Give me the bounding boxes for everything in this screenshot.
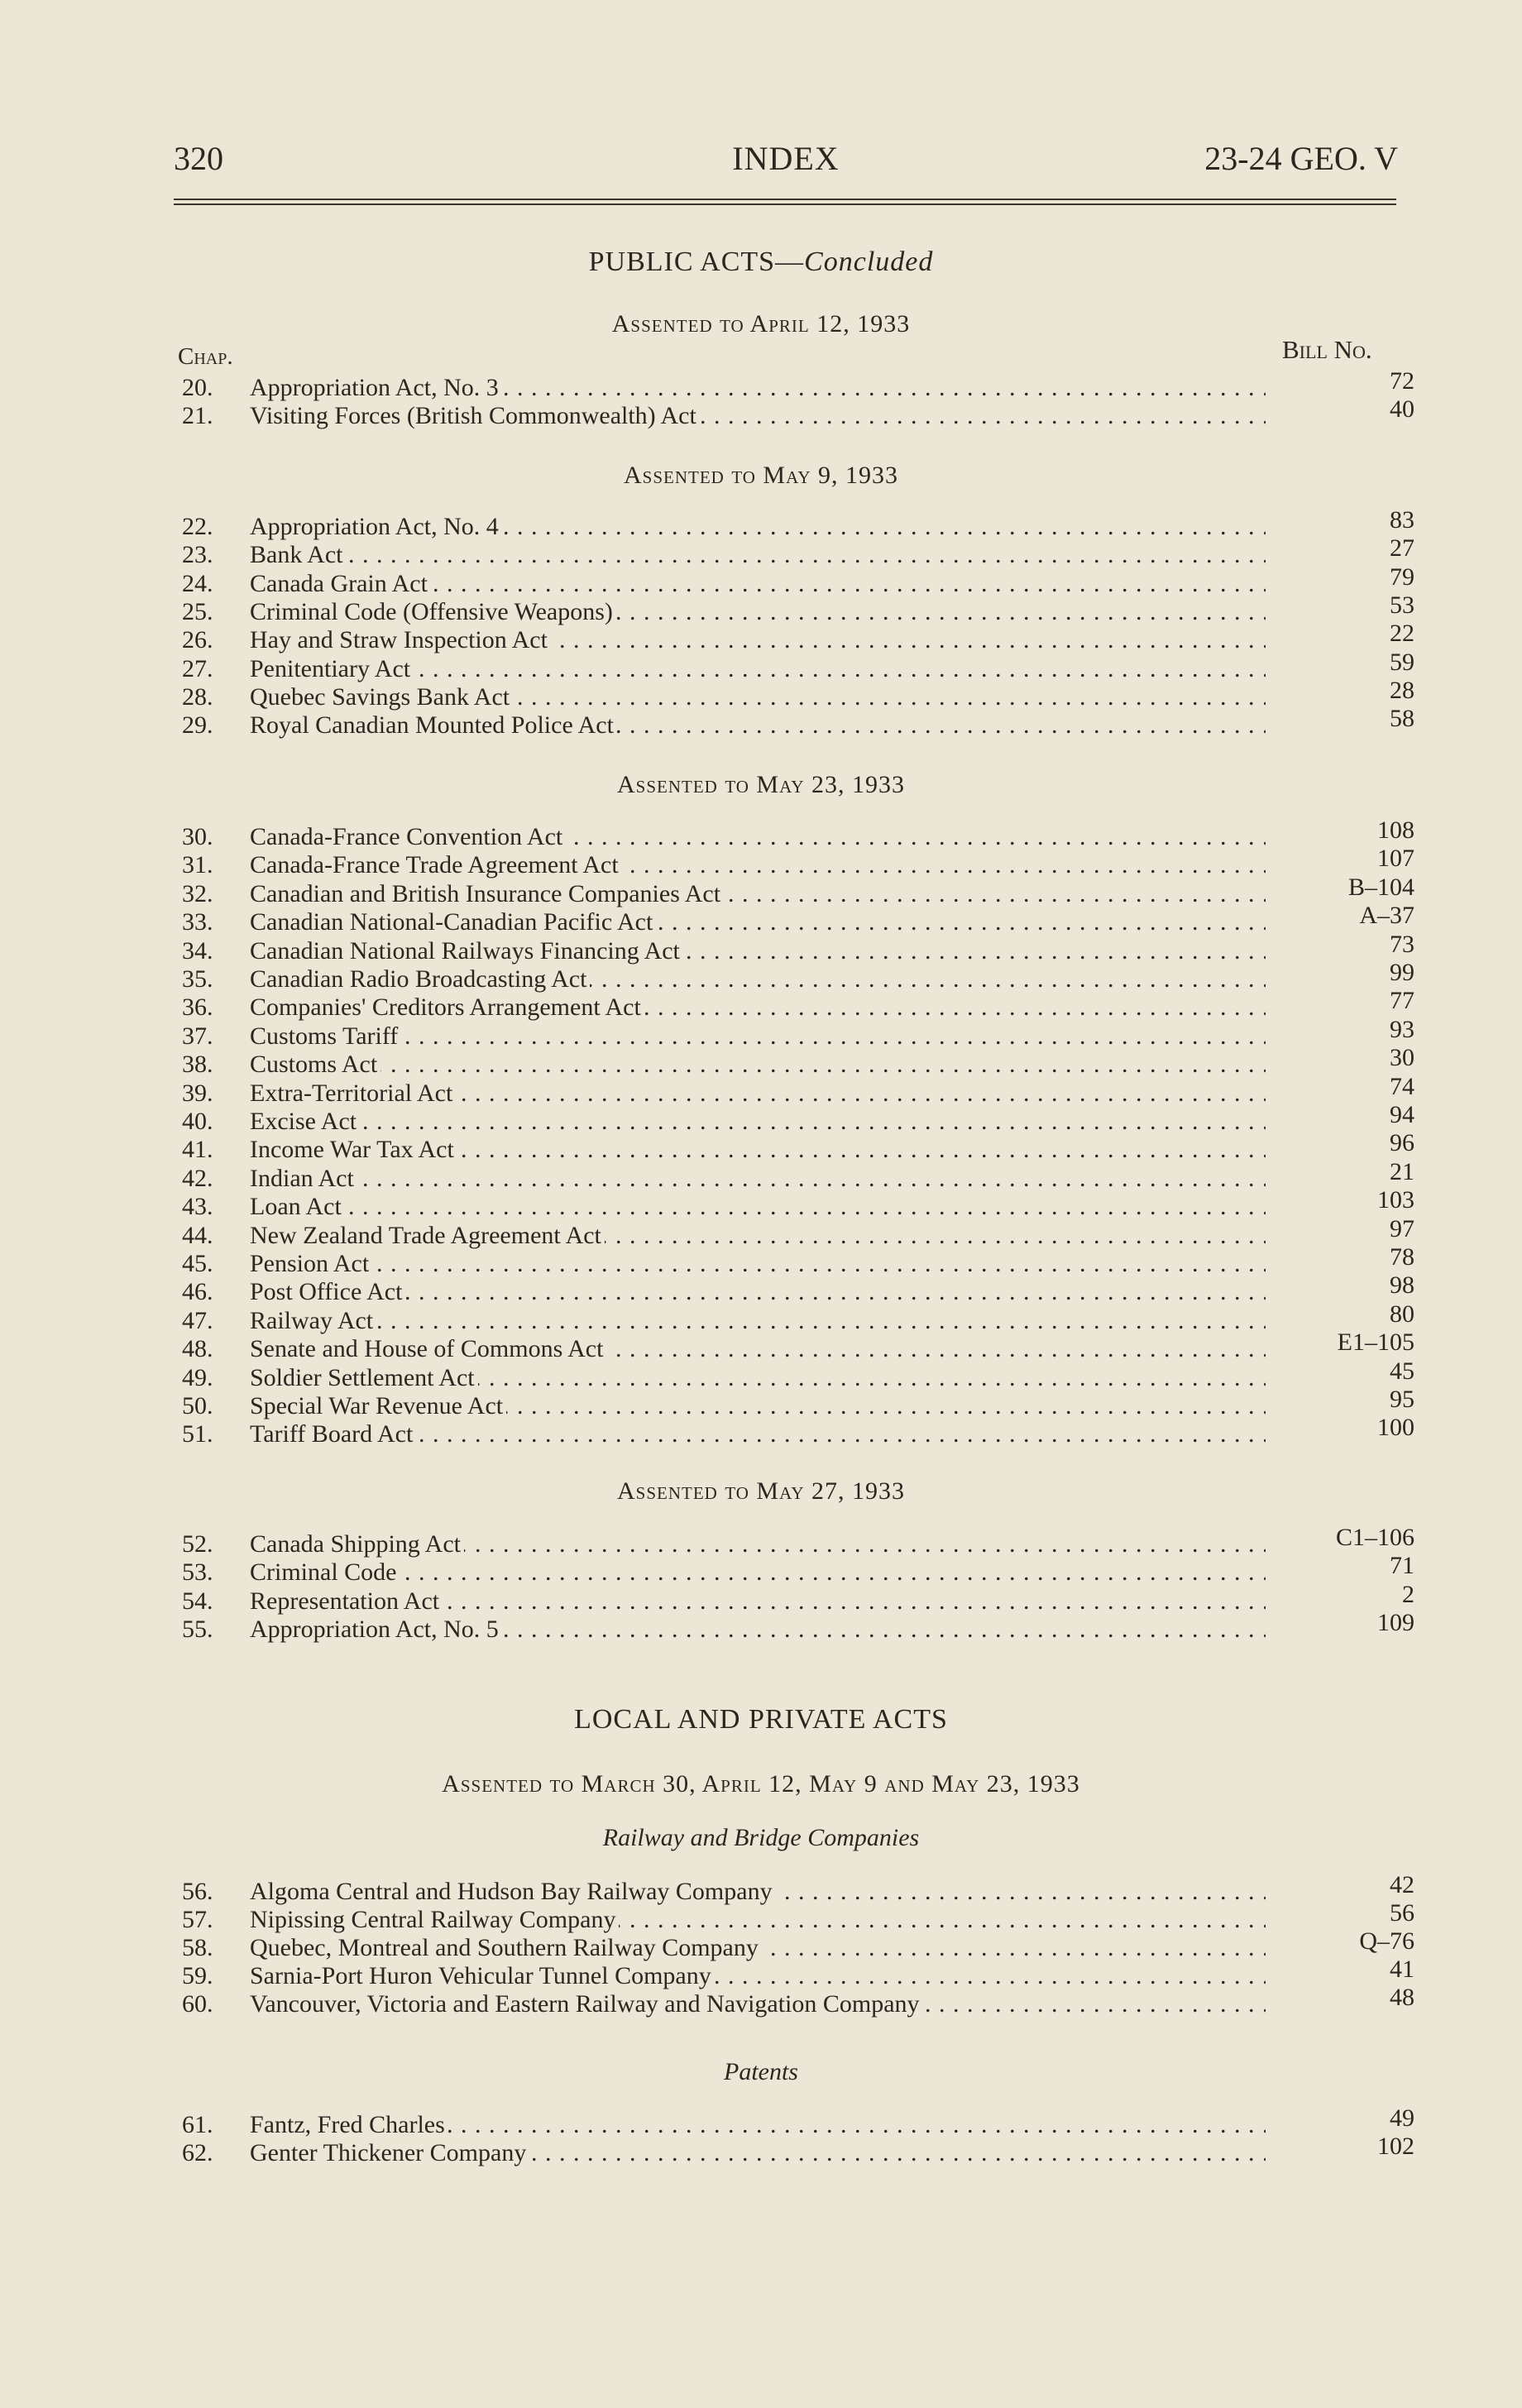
act-title: Customs Act bbox=[250, 1051, 380, 1078]
act-title-with-leader bbox=[250, 823, 1266, 851]
act-title-with-leader bbox=[250, 655, 1266, 683]
bill-number: 95 bbox=[1390, 1386, 1414, 1413]
act-title: Canadian and British Insurance Companies Act bbox=[250, 880, 724, 907]
act-title: Fantz, Fred Charles bbox=[250, 2111, 448, 2138]
act-title: Criminal Code bbox=[250, 1558, 400, 1586]
chapter-number: 30. bbox=[182, 823, 213, 850]
chapter-number: 20. bbox=[182, 374, 213, 401]
act-title: Appropriation Act, No. 4 bbox=[250, 513, 502, 540]
bill-number: 53 bbox=[1390, 591, 1414, 619]
act-title-with-leader bbox=[250, 1392, 1266, 1420]
act-title-with-leader bbox=[250, 1878, 1266, 1906]
bill-number: 94 bbox=[1390, 1101, 1414, 1128]
act-title: Excise Act bbox=[250, 1108, 360, 1135]
public-group-heading: Assented to May 23, 1933 bbox=[616, 771, 906, 798]
chapter-number: 55. bbox=[182, 1616, 213, 1643]
bill-number: C1–106 bbox=[1335, 1524, 1414, 1551]
act-title-with-leader bbox=[250, 1587, 1266, 1616]
act-title-with-leader bbox=[250, 1906, 1266, 1934]
act-title: Canada Grain Act bbox=[250, 570, 431, 597]
act-title-with-leader bbox=[250, 1022, 1266, 1051]
chapter-number: 61. bbox=[182, 2111, 213, 2138]
bill-number: 109 bbox=[1377, 1609, 1414, 1636]
chapter-number: 53. bbox=[182, 1558, 213, 1586]
index-entry bbox=[0, 2133, 1522, 2167]
bill-number: 78 bbox=[1390, 1243, 1414, 1271]
act-title-with-leader bbox=[250, 1934, 1266, 1962]
local-group-heading: Patents bbox=[724, 2058, 798, 2085]
act-title: Special War Revenue Act bbox=[250, 1392, 506, 1419]
index-entry bbox=[0, 1984, 1522, 2018]
act-title-with-leader bbox=[250, 1193, 1266, 1221]
bill-number: 45 bbox=[1390, 1357, 1414, 1385]
bill-number: 42 bbox=[1390, 1871, 1414, 1898]
bill-number: 73 bbox=[1390, 931, 1414, 958]
index-entry bbox=[0, 1609, 1522, 1644]
bill-number: 56 bbox=[1390, 1899, 1414, 1927]
bill-number: 83 bbox=[1390, 506, 1414, 534]
act-title: Extra-Territorial Act bbox=[250, 1080, 456, 1107]
act-title-with-leader bbox=[250, 851, 1266, 879]
act-title: Representation Act bbox=[250, 1587, 443, 1615]
act-title-with-leader bbox=[250, 1307, 1266, 1335]
chapter-number: 39. bbox=[182, 1080, 213, 1107]
chapter-number: 23. bbox=[182, 541, 213, 568]
act-title: Appropriation Act, No. 5 bbox=[250, 1616, 502, 1643]
bill-number: E1–105 bbox=[1337, 1328, 1414, 1356]
chapter-number: 36. bbox=[182, 993, 213, 1021]
local-group-heading: Railway and Bridge Companies bbox=[602, 1824, 920, 1851]
chapter-number: 57. bbox=[182, 1906, 213, 1933]
chapter-number: 37. bbox=[182, 1022, 213, 1050]
act-title: Tariff Board Act bbox=[250, 1420, 416, 1448]
act-title-with-leader bbox=[250, 908, 1266, 936]
chapter-number: 24. bbox=[182, 570, 213, 597]
bill-number: 71 bbox=[1390, 1552, 1414, 1579]
bill-number: 22 bbox=[1390, 620, 1414, 647]
index-entry bbox=[0, 395, 1522, 430]
act-title-with-leader bbox=[250, 993, 1266, 1022]
act-title: Senate and House of Commons Act bbox=[250, 1335, 606, 1362]
local-acts-subheading: Assented to March 30, April 12, May 9 and May 23, 1933 bbox=[442, 1770, 1080, 1798]
head-rule-bottom bbox=[174, 203, 1396, 205]
running-head bbox=[174, 139, 1398, 180]
act-title-with-leader bbox=[250, 626, 1266, 654]
act-title-with-leader bbox=[250, 1962, 1266, 1990]
chapter-number: 25. bbox=[182, 598, 213, 625]
act-title: Soldier Settlement Act bbox=[250, 1364, 478, 1391]
chapter-number: 21. bbox=[182, 402, 213, 429]
chapter-number: 60. bbox=[182, 1990, 213, 2018]
chapter-number: 42. bbox=[182, 1165, 213, 1192]
act-title-with-leader bbox=[250, 1278, 1266, 1306]
chapter-number: 29. bbox=[182, 711, 213, 739]
chapter-number: 27. bbox=[182, 655, 213, 682]
bill-number: 30 bbox=[1390, 1044, 1414, 1071]
bill-number: 96 bbox=[1390, 1129, 1414, 1156]
chapter-number: 40. bbox=[182, 1108, 213, 1135]
act-title: Canadian National Railways Financing Act bbox=[250, 937, 683, 965]
chapter-number: 32. bbox=[182, 880, 213, 907]
act-title-with-leader bbox=[250, 2111, 1266, 2139]
index-entry bbox=[0, 705, 1522, 740]
act-title: Penitentiary Act bbox=[250, 655, 414, 682]
bill-number: 99 bbox=[1390, 959, 1414, 986]
bill-number: 97 bbox=[1390, 1215, 1414, 1242]
act-title-with-leader bbox=[250, 374, 1266, 402]
regnal-year: 23-24 GEO. V bbox=[1204, 140, 1398, 177]
bill-number: 2 bbox=[1402, 1581, 1414, 1608]
chapter-number: 50. bbox=[182, 1392, 213, 1419]
act-title: Bank Act bbox=[250, 541, 347, 568]
act-title-with-leader bbox=[250, 570, 1266, 598]
chapter-number: 62. bbox=[182, 2139, 213, 2166]
chapter-number: 34. bbox=[182, 937, 213, 965]
act-title: Royal Canadian Mounted Police Act bbox=[250, 711, 617, 739]
local-acts-heading: LOCAL AND PRIVATE ACTS bbox=[574, 1704, 948, 1735]
bill-number: 48 bbox=[1390, 1984, 1414, 2011]
bill-number: 74 bbox=[1390, 1073, 1414, 1100]
bill-number: Q–76 bbox=[1359, 1927, 1414, 1955]
chapter-number: 58. bbox=[182, 1934, 213, 1961]
act-title: Railway Act bbox=[250, 1307, 376, 1334]
chapter-number: 43. bbox=[182, 1193, 213, 1220]
act-title-with-leader bbox=[250, 1108, 1266, 1136]
bill-number: 77 bbox=[1390, 987, 1414, 1014]
act-title-with-leader bbox=[250, 1558, 1266, 1587]
bill-number: 49 bbox=[1390, 2104, 1414, 2132]
act-title: Genter Thickener Company bbox=[250, 2139, 529, 2166]
bill-column-label: Bill No. bbox=[1282, 335, 1372, 364]
act-title: Canadian National-Canadian Pacific Act bbox=[250, 908, 656, 936]
act-title: Canada-France Convention Act bbox=[250, 823, 566, 850]
chapter-number: 52. bbox=[182, 1530, 213, 1558]
bill-number: 80 bbox=[1390, 1300, 1414, 1328]
chapter-number: 31. bbox=[182, 851, 213, 878]
bill-number: 79 bbox=[1390, 563, 1414, 591]
chap-column-label: Chap. bbox=[178, 343, 233, 370]
bill-number: 72 bbox=[1390, 367, 1414, 395]
act-title-with-leader bbox=[250, 1136, 1266, 1164]
act-title: Algoma Central and Hudson Bay Railway Company bbox=[250, 1878, 776, 1905]
act-title-with-leader bbox=[250, 541, 1266, 569]
act-title-with-leader bbox=[250, 513, 1266, 541]
public-acts-heading-suffix: Concluded bbox=[804, 247, 934, 277]
act-title: Criminal Code (Offensive Weapons) bbox=[250, 598, 616, 625]
act-title-with-leader bbox=[250, 1530, 1266, 1558]
act-title: Nipissing Central Railway Company bbox=[250, 1906, 619, 1933]
bill-number: B–104 bbox=[1347, 874, 1414, 901]
chapter-number: 45. bbox=[182, 1250, 213, 1277]
act-title-with-leader bbox=[250, 2139, 1266, 2167]
bill-number: 100 bbox=[1377, 1414, 1414, 1441]
chapter-number: 44. bbox=[182, 1222, 213, 1249]
bill-number: 107 bbox=[1377, 845, 1414, 872]
act-title-with-leader bbox=[250, 1250, 1266, 1278]
public-acts-heading bbox=[0, 247, 1522, 278]
index-entry bbox=[0, 1414, 1522, 1448]
act-title: Canada Shipping Act bbox=[250, 1530, 464, 1558]
act-title-with-leader bbox=[250, 683, 1266, 711]
chapter-number: 47. bbox=[182, 1307, 213, 1334]
bill-number: 98 bbox=[1390, 1271, 1414, 1299]
bill-number: 40 bbox=[1390, 395, 1414, 423]
bill-number: 93 bbox=[1390, 1016, 1414, 1043]
act-title: Income War Tax Act bbox=[250, 1136, 457, 1163]
act-title-with-leader bbox=[250, 402, 1266, 430]
bill-number: A–37 bbox=[1359, 902, 1414, 929]
chapter-number: 56. bbox=[182, 1878, 213, 1905]
act-title: Post Office Act bbox=[250, 1278, 405, 1305]
act-title-with-leader bbox=[250, 1051, 1266, 1079]
page-number: 320 bbox=[174, 140, 223, 177]
public-acts-heading-main: PUBLIC ACTS— bbox=[588, 247, 805, 277]
chapter-number: 49. bbox=[182, 1364, 213, 1391]
bill-number: 28 bbox=[1390, 677, 1414, 704]
chapter-number: 35. bbox=[182, 965, 213, 993]
act-title-with-leader bbox=[250, 598, 1266, 626]
chapter-number: 54. bbox=[182, 1587, 213, 1615]
act-title: Vancouver, Victoria and Eastern Railway and Navigation Company bbox=[250, 1990, 923, 2018]
act-title: Loan Act bbox=[250, 1193, 345, 1220]
act-title-with-leader bbox=[250, 1990, 1266, 2018]
chapter-number: 41. bbox=[182, 1136, 213, 1163]
act-title-with-leader bbox=[250, 1080, 1266, 1108]
bill-number: 103 bbox=[1377, 1186, 1414, 1214]
act-title: Pension Act bbox=[250, 1250, 372, 1277]
act-title-with-leader bbox=[250, 1335, 1266, 1363]
act-title-with-leader bbox=[250, 1420, 1266, 1448]
chapter-number: 33. bbox=[182, 908, 213, 936]
chapter-number: 51. bbox=[182, 1420, 213, 1448]
act-title: Quebec, Montreal and Southern Railway Company bbox=[250, 1934, 762, 1961]
act-title-with-leader bbox=[250, 1222, 1266, 1250]
bill-number: 21 bbox=[1390, 1158, 1414, 1185]
act-title-with-leader bbox=[250, 880, 1266, 908]
act-title: Sarnia-Port Huron Vehicular Tunnel Company bbox=[250, 1962, 715, 1989]
act-title-with-leader bbox=[250, 1165, 1266, 1193]
bill-number: 59 bbox=[1390, 649, 1414, 676]
act-title: Customs Tariff bbox=[250, 1022, 401, 1050]
chapter-number: 46. bbox=[182, 1278, 213, 1305]
chapter-number: 59. bbox=[182, 1962, 213, 1989]
chapter-number: 22. bbox=[182, 513, 213, 540]
public-group-heading: Assented to April 12, 1933 bbox=[611, 310, 911, 338]
public-group-heading: Assented to May 9, 1933 bbox=[623, 462, 899, 489]
bill-number: 102 bbox=[1377, 2133, 1414, 2160]
act-title: Canadian Radio Broadcasting Act bbox=[250, 965, 590, 993]
chapter-number: 26. bbox=[182, 626, 213, 653]
act-title-with-leader bbox=[250, 1616, 1266, 1644]
act-title: Canada-France Trade Agreement Act bbox=[250, 851, 622, 878]
act-title: Appropriation Act, No. 3 bbox=[250, 374, 502, 401]
bill-number: 27 bbox=[1390, 534, 1414, 562]
public-group-heading: Assented to May 27, 1933 bbox=[616, 1477, 906, 1505]
act-title-with-leader bbox=[250, 711, 1266, 740]
act-title-with-leader bbox=[250, 1364, 1266, 1392]
act-title: Visiting Forces (British Commonwealth) Act bbox=[250, 402, 700, 429]
act-title-with-leader bbox=[250, 937, 1266, 965]
bill-number: 58 bbox=[1390, 705, 1414, 732]
page-title: INDEX bbox=[732, 140, 840, 177]
act-title: Companies' Creditors Arrangement Act bbox=[250, 993, 644, 1021]
chapter-number: 48. bbox=[182, 1335, 213, 1362]
bill-number: 41 bbox=[1390, 1956, 1414, 1983]
act-title: Indian Act bbox=[250, 1165, 357, 1192]
act-title-with-leader bbox=[250, 965, 1266, 993]
head-rule-top bbox=[174, 199, 1396, 200]
bill-number: 108 bbox=[1377, 816, 1414, 844]
act-title: Quebec Savings Bank Act bbox=[250, 683, 513, 711]
act-title: Hay and Straw Inspection Act bbox=[250, 626, 551, 653]
act-title: New Zealand Trade Agreement Act bbox=[250, 1222, 605, 1249]
chapter-number: 38. bbox=[182, 1051, 213, 1078]
chapter-number: 28. bbox=[182, 683, 213, 711]
